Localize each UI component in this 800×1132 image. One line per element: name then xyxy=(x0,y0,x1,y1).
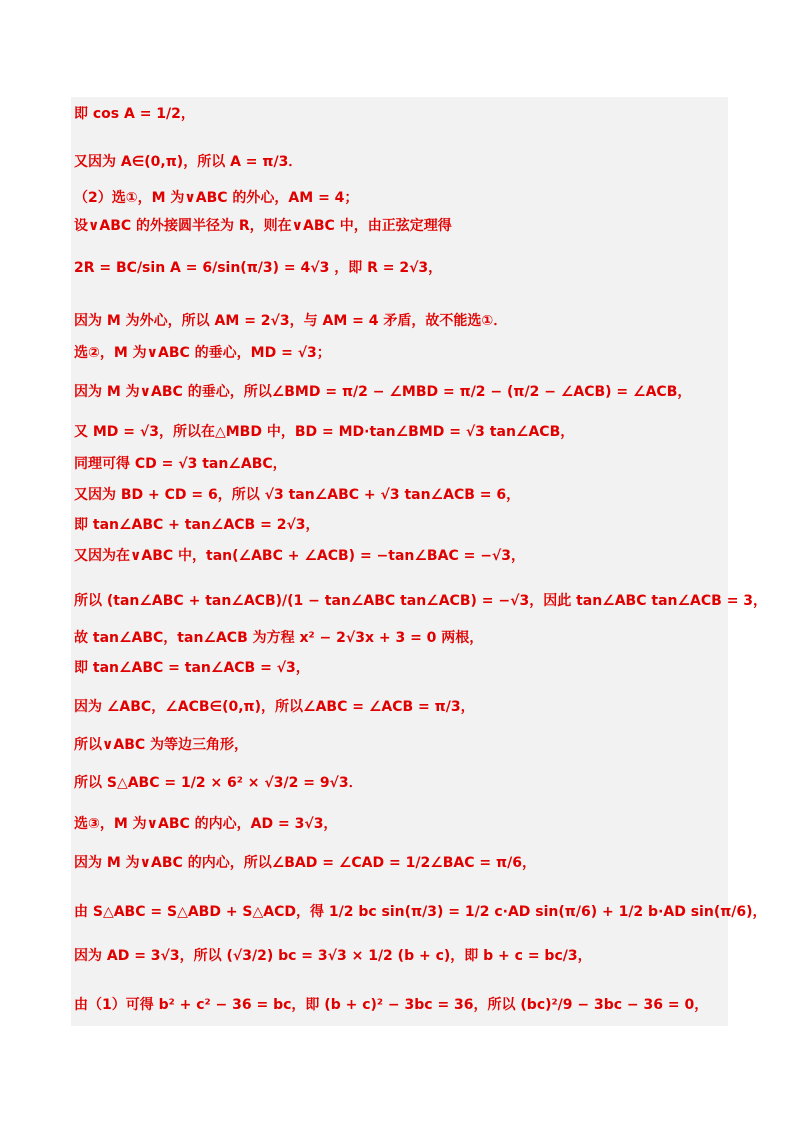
text-line: 设∨ABC 的外接圆半径为 R，则在∨ABC 中，由正弦定理得 xyxy=(74,218,452,234)
text-line: 2R = BC/sin A = 6/sin(π/3) = 4√3 ，即 R = 2√3， xyxy=(74,260,443,276)
text-line: 又 MD = √3，所以在△MBD 中，BD = MD·tan∠BMD = √3 tan∠ACB， xyxy=(74,424,575,440)
text-line: 由 S△ABC = S△ABD + S△ACD，得 1/2 bc sin(π/3) = 1/2 c·AD sin(π/6) + 1/2 b·AD sin(π/6)， xyxy=(74,904,767,920)
text-line: 因为 AD = 3√3，所以 (√3/2) bc = 3√3 × 1/2 (b + c)，即 b + c = bc/3， xyxy=(74,948,592,964)
text-line: 又因为 A∈(0,π)，所以 A = π/3． xyxy=(74,154,303,170)
text-line: 选③，M 为∨ABC 的内心，AD = 3√3， xyxy=(74,816,338,832)
text-line: 因为 ∠ABC，∠ACB∈(0,π)，所以∠ABC = ∠ACB = π/3， xyxy=(74,699,475,715)
text-line: 即 tan∠ABC = tan∠ACB = √3， xyxy=(74,660,310,676)
text-line: 因为 M 为外心，所以 AM = 2√3，与 AM = 4 矛盾，故不能选①． xyxy=(74,313,508,329)
text-line: 因为 M 为∨ABC 的内心，所以∠BAD = ∠CAD = 1/2∠BAC = π/6， xyxy=(74,855,536,871)
text-line: 又因为 BD + CD = 6，所以 √3 tan∠ABC + √3 tan∠ACB = 6， xyxy=(74,487,521,503)
text-line: 故 tan∠ABC，tan∠ACB 为方程 x² − 2√3x + 3 = 0 两根， xyxy=(74,630,484,646)
text-line: 同理可得 CD = √3 tan∠ABC， xyxy=(74,456,287,472)
text-line: 所以 S△ABC = 1/2 × 6² × √3/2 = 9√3． xyxy=(74,775,363,791)
text-line: 由（1）可得 b² + c² − 36 = bc，即 (b + c)² − 3bc = 36，所以 (bc)²/9 − 3bc − 36 = 0， xyxy=(74,997,709,1013)
text-line: 选②，M 为∨ABC 的垂心，MD = √3； xyxy=(74,345,331,361)
text-line: （2）选①，M 为∨ABC 的外心，AM = 4； xyxy=(74,190,359,206)
text-line: 即 cos A = 1/2， xyxy=(74,106,195,122)
text-line: 所以 (tan∠ABC + tan∠ACB)/(1 − tan∠ABC tan∠ACB) = −√3，因此 tan∠ABC tan∠ACB = 3， xyxy=(74,593,768,609)
text-line: 即 tan∠ABC + tan∠ACB = 2√3， xyxy=(74,517,320,533)
text-line: 因为 M 为∨ABC 的垂心，所以∠BMD = π/2 − ∠MBD = π/2 − (π/2 − ∠ACB) = ∠ACB， xyxy=(74,384,692,400)
text-line: 所以∨ABC 为等边三角形， xyxy=(74,737,249,753)
text-line: 又因为在∨ABC 中，tan(∠ABC + ∠ACB) = −tan∠BAC = −√3， xyxy=(74,548,526,564)
